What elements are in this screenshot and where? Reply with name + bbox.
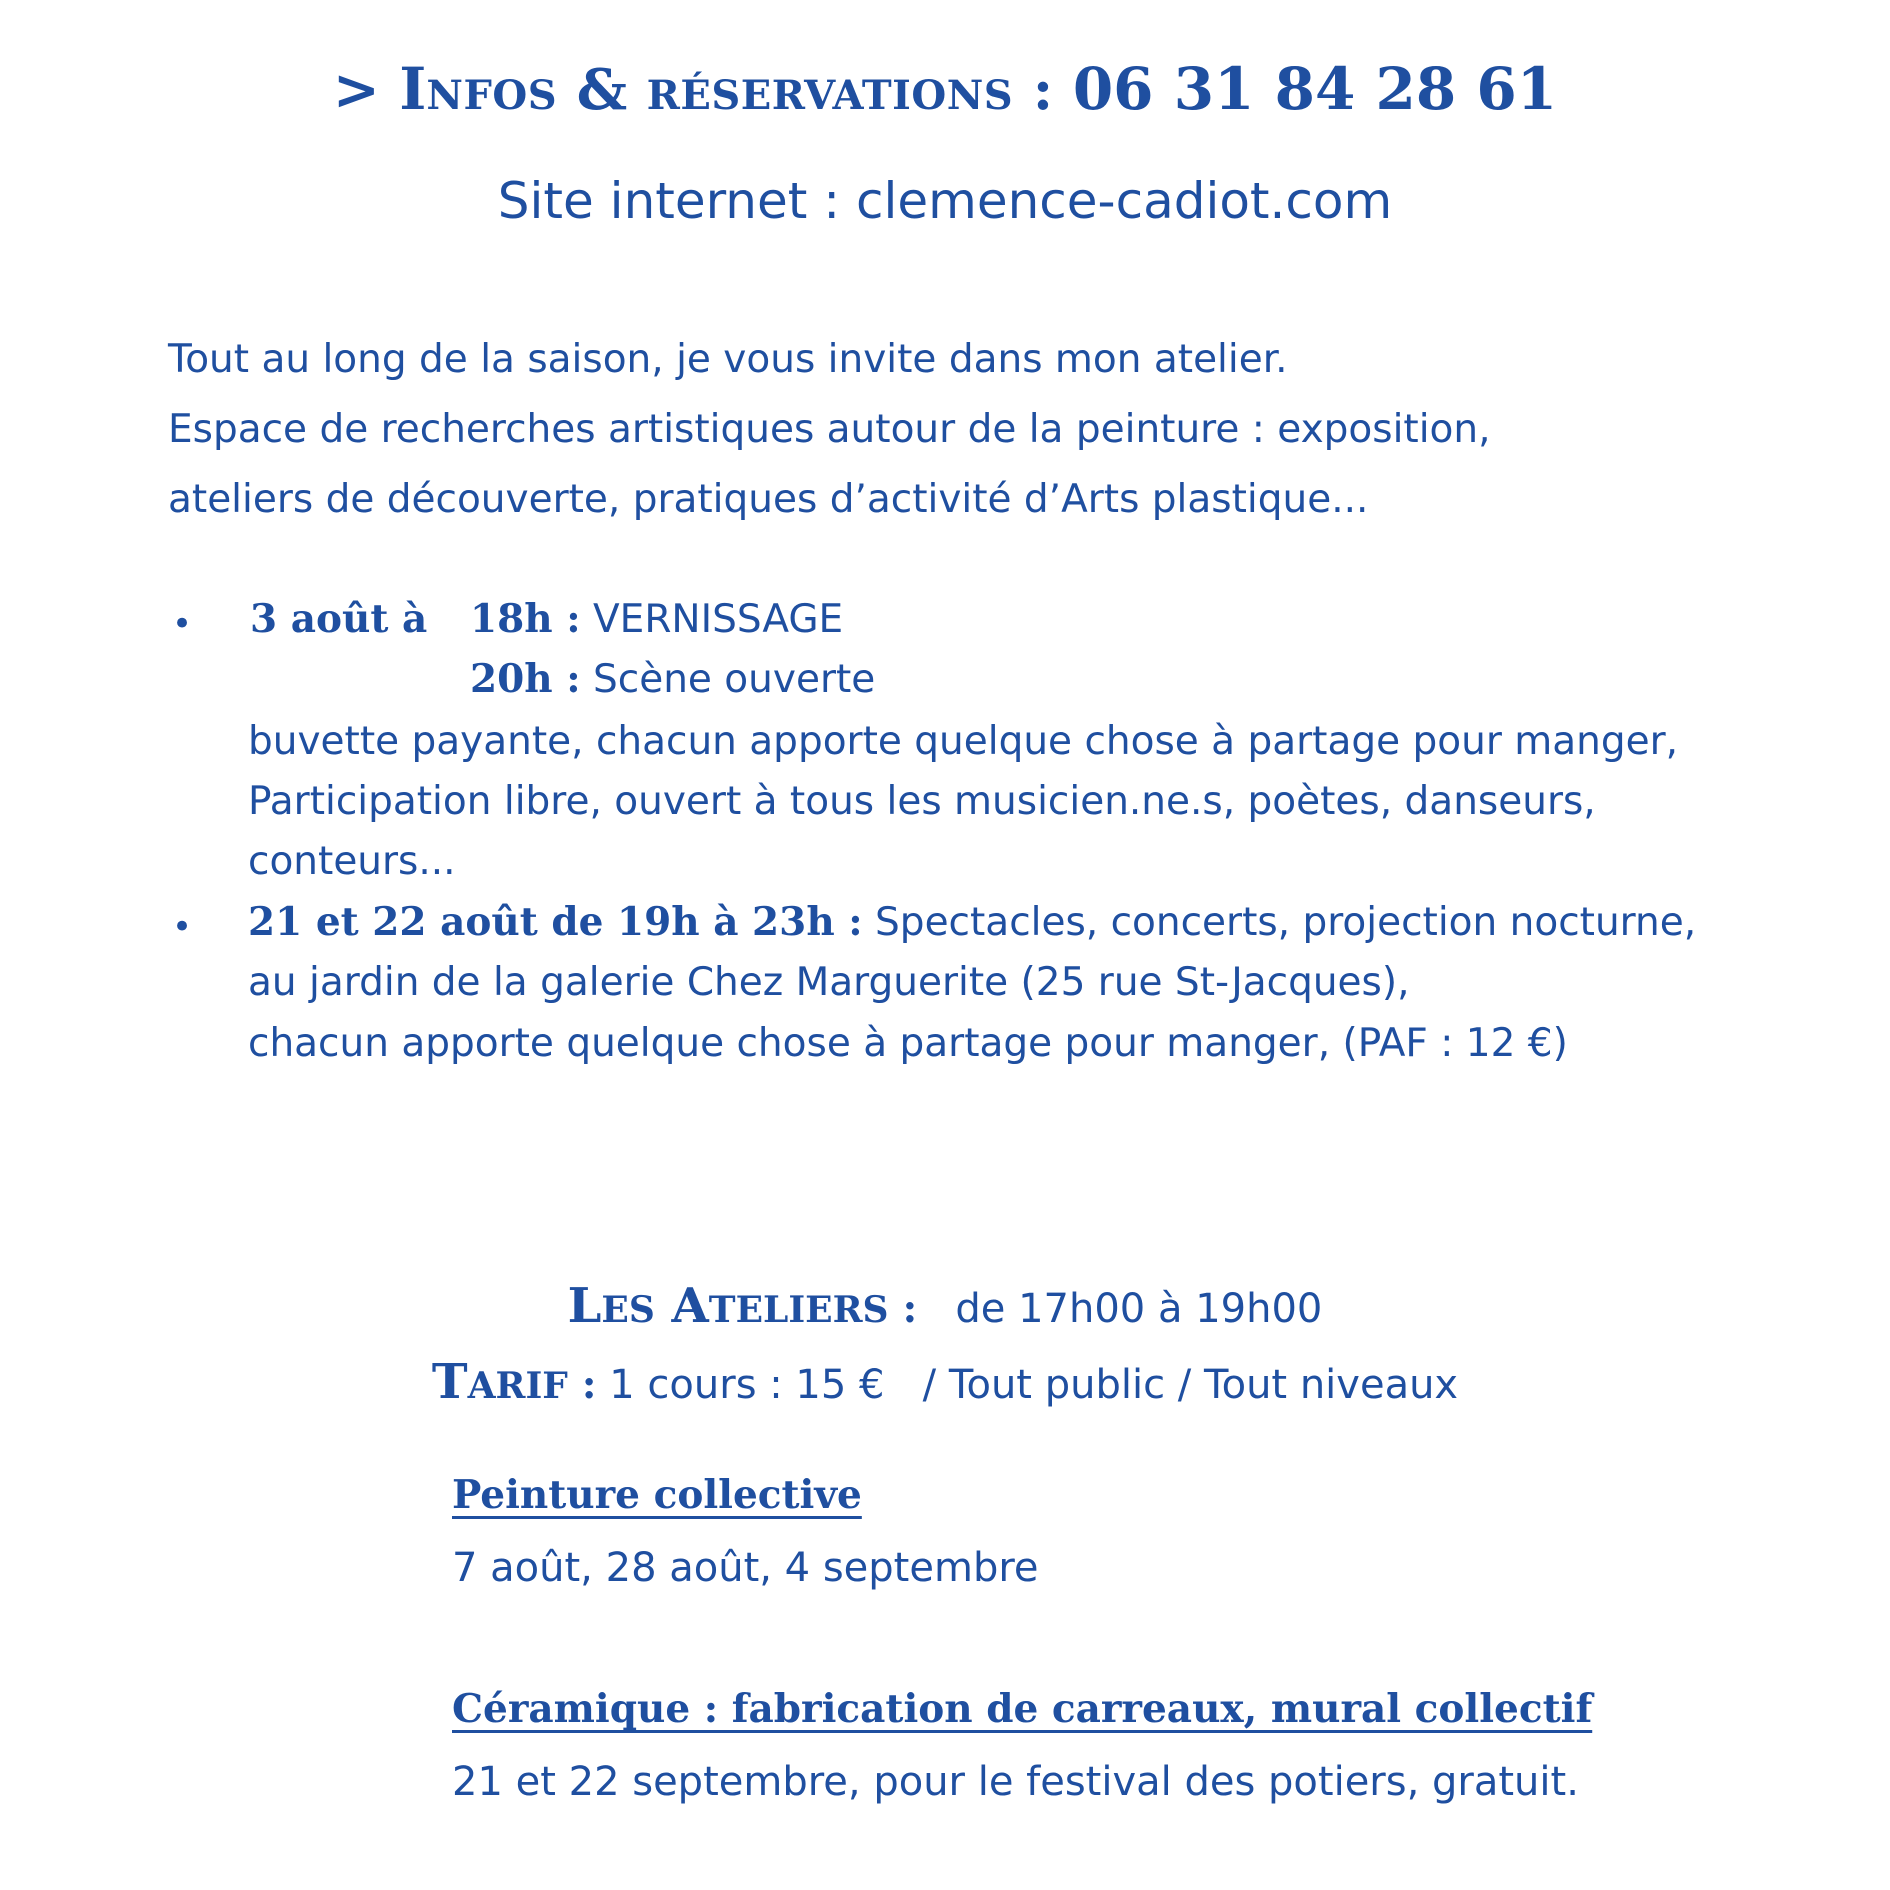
bullet-icon: • bbox=[172, 604, 193, 644]
event-2-detail-1: au jardin de la galerie Chez Marguerite (25 rue St-Jacques), bbox=[248, 960, 1410, 1005]
tarif-title-colon: : bbox=[567, 1361, 597, 1408]
ateliers-title-rest-1: ES bbox=[601, 1289, 655, 1331]
ateliers-title-rest-2: TELIERS bbox=[708, 1289, 889, 1331]
atelier-1-dates: 7 août, 28 août, 4 septembre bbox=[452, 1545, 1039, 1591]
website-line: Site internet : clemence-cadiot.com bbox=[497, 172, 1393, 230]
ateliers-title bbox=[567, 1278, 918, 1334]
heading-ampersand: & bbox=[557, 57, 647, 123]
event-2-heading-line bbox=[248, 899, 1697, 945]
infos-reservations-heading bbox=[0, 55, 1890, 123]
atelier-2-dates: 21 et 22 septembre, pour le festival des potiers, gratuit. bbox=[452, 1759, 1579, 1805]
heading-infos-rest: NFOS bbox=[426, 72, 558, 119]
tarif-title-rest: ARIF bbox=[467, 1365, 568, 1407]
tarif-title bbox=[431, 1354, 597, 1410]
ateliers-hours: de 17h00 à 19h00 bbox=[955, 1286, 1323, 1332]
tarif-line bbox=[0, 1354, 1890, 1410]
event-2-heading: 21 et 22 août de 19h à 23h : bbox=[248, 899, 863, 945]
event-1-date-text: 3 août à bbox=[250, 596, 428, 642]
heading-prefix: > bbox=[332, 57, 400, 123]
event-1-detail-1: buvette payante, chacun apporte quelque chose à partage pour manger, bbox=[248, 719, 1679, 764]
phone-number: 06 31 84 28 61 bbox=[1072, 55, 1558, 123]
heading-infos-cap: I bbox=[399, 55, 427, 123]
event-2-detail-2: chacun apporte quelque chose à partage pour manger, (PAF : 12 €) bbox=[248, 1021, 1568, 1066]
event-1-label-1: VERNISSAGE bbox=[580, 597, 844, 642]
ateliers-title-cap-2: A bbox=[654, 1278, 709, 1334]
tarif-public: / Tout public / Tout niveaux bbox=[922, 1362, 1459, 1408]
tarif-title-cap: T bbox=[431, 1354, 468, 1410]
intro-line-2: Espace de recherches artistiques autour de la peinture : exposition, bbox=[168, 407, 1491, 452]
event-1-slot-2 bbox=[470, 656, 876, 702]
bullet-icon: • bbox=[172, 907, 193, 947]
event-1-date bbox=[250, 596, 428, 642]
tarif-price: 1 cours : 15 € bbox=[596, 1362, 885, 1408]
event-1-slot-1 bbox=[470, 596, 844, 642]
event-2-label: Spectacles, concerts, projection nocturne, bbox=[862, 900, 1697, 945]
atelier-1-title: Peinture collective bbox=[452, 1472, 862, 1518]
heading-reservations: RÉSERVATIONS bbox=[646, 72, 1014, 119]
event-1-detail-2: Participation libre, ouvert à tous les musicien.ne.s, poètes, danseurs, bbox=[248, 779, 1596, 824]
ateliers-heading-line bbox=[0, 1278, 1890, 1334]
event-1-time-1: 18h : bbox=[470, 596, 581, 642]
event-1-label-2: Scène ouverte bbox=[580, 657, 876, 702]
ateliers-title-colon: : bbox=[888, 1285, 918, 1332]
heading-colon: : bbox=[1013, 57, 1073, 123]
intro-line-1: Tout au long de la saison, je vous invite dans mon atelier. bbox=[168, 337, 1288, 382]
atelier-2-title: Céramique : fabrication de carreaux, mural collectif bbox=[452, 1686, 1593, 1732]
event-1-time-2: 20h : bbox=[470, 656, 581, 702]
intro-line-3: ateliers de découverte, pratiques d’activité d’Arts plastique... bbox=[168, 477, 1369, 522]
ateliers-title-cap-1: L bbox=[567, 1278, 602, 1334]
event-1-detail-3: conteurs... bbox=[248, 839, 456, 884]
